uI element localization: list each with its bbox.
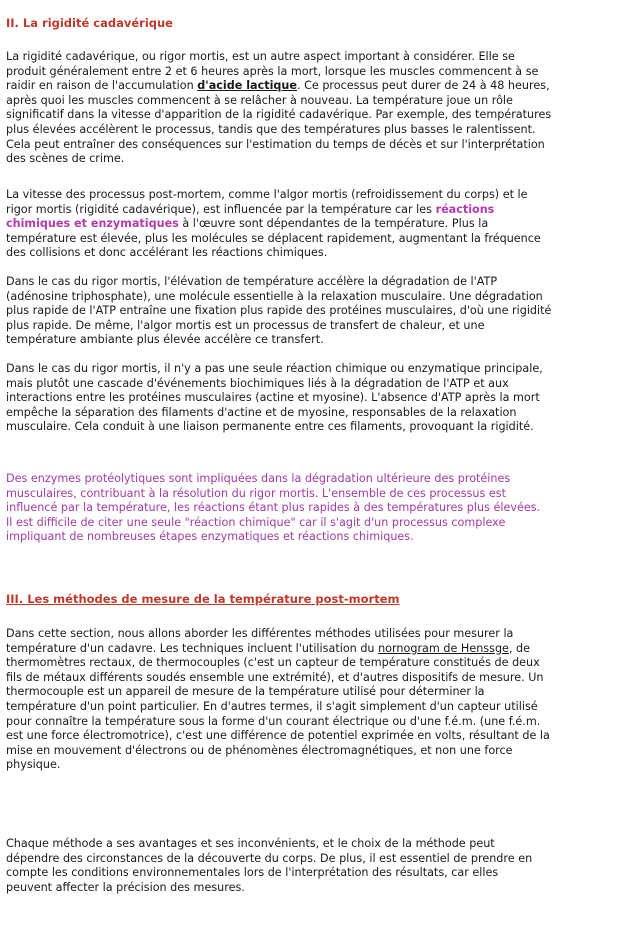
text-line: fils de métaux différents soudés ensemble une extrémité), et d'autres dispositifs de mesure. Un: [6, 670, 544, 684]
text-fragment: , de: [508, 641, 531, 655]
text-line: (adénosine triphosphate), une molécule essentielle à la relaxation musculaire. Une dégradation: [6, 289, 543, 303]
text-line: empêche la séparation des filaments d'actine et de myosine, responsables de la relaxation: [6, 405, 517, 419]
text-line: thermocouple est un appareil de mesure de la température utilisé pour déterminer la: [6, 685, 485, 699]
text-line: [6, 79, 620, 94]
text-line: plus rapide de l'ATP entraîne une fixation plus rapide des protéines musculaires, d'où une rigidité: [6, 304, 552, 318]
text-fragment: à l'œuvre sont dépendantes de la température. Plus la: [178, 217, 489, 231]
text-line: Des enzymes protéolytiques sont impliquées dans la dégradation ultérieure des protéines: [6, 472, 511, 485]
nornogram-henssge-term: nornogram de Henssge: [378, 641, 509, 655]
text-line: Cela peut entraîner des conséquences sur l'estimation du temps de décès et sur l'interprétation: [6, 137, 545, 151]
text-line: est une force électromotrice), c'est une différence de potentiel exprimée en volts, résultant de la: [6, 729, 550, 743]
text-line: physique.: [6, 758, 61, 772]
text-line: température est élevée, plus les molécules se déplacent rapidement, augmentant la fréquence: [6, 231, 541, 245]
text-line: température ambiante plus élevée accélère ce transfert.: [6, 333, 324, 347]
text-line: mais plutôt une cascade d'événements biochimiques liés à la dégradation de l'ATP et aux: [6, 376, 509, 390]
text-fragment: température d'un cadavre. Les techniques incluent l'utilisation du: [6, 641, 379, 655]
text-line: significatif dans la vitesse d'apparition de la rigidité cadavérique. Par exemple, des températures: [6, 108, 552, 122]
text-line: Chaque méthode a ses avantages et ses inconvénients, et le choix de la méthode peut: [6, 837, 495, 850]
text-line: influencé par la température, les réactions étant plus rapides à des températures plus élevées.: [6, 501, 541, 515]
text-line: des scènes de crime.: [6, 152, 125, 166]
text-line: [6, 203, 620, 218]
paragraph-methodes-mesure: [6, 627, 620, 773]
reactions-term: réactions: [435, 202, 495, 216]
paragraph-rigidite-intro: [6, 50, 620, 167]
text-line: Dans le cas du rigor mortis, l'élévation de température accélère la dégradation de l'ATP: [6, 275, 498, 288]
text-line: produit généralement entre 2 et 6 heures après la mort, lorsque les muscles commencent à se: [6, 64, 539, 78]
text-fragment: rigor mortis (rigidité cadavérique), est influencée par la température car les: [6, 202, 436, 216]
text-line: Il est difficile de citer une seule "réaction chimique" car il s'agit d'un processus complexe: [6, 515, 506, 529]
paragraph-atp-degradation: [6, 275, 620, 348]
text-fragment: raidir en raison de l'accumulation: [6, 79, 198, 93]
text-line: musculaires, contribuant à la résolution du rigor mortis. L'ensemble de ces processus est: [6, 486, 506, 500]
text-line: plus élevées accélèrent le processus, tandis que des températures plus basses le ralentissent.: [6, 122, 536, 136]
text-line: pour connaître la température sous la forme d'un courant électrique ou d'une f.é.m. (une f.é.m.: [6, 714, 541, 728]
text-line: dépendre des circonstances de la découverte du corps. De plus, il est essentiel de prendre en: [6, 851, 533, 865]
text-line: peuvent affecter la précision des mesures.: [6, 880, 245, 894]
text-fragment: . Ce processus peut durer de 24 à 48 heures,: [296, 79, 550, 93]
text-line: impliquant de nombreuses étapes enzymatiques et réactions chimiques.: [6, 530, 414, 544]
text-line: interactions entre les protéines musculaires (actine et myosine). L'absence d'ATP après la mort: [6, 391, 540, 405]
text-line: mise en mouvement d'électrons ou de phénomènes électromagnétiques, et non une force: [6, 743, 513, 757]
text-line: [6, 642, 620, 657]
section-3-title: III. Les méthodes de mesure de la température post-mortem: [6, 592, 400, 606]
text-line: musculaire. Cela conduit à une liaison permanente entre ces filaments, provoquant la rigidité.: [6, 420, 534, 434]
text-line: thermomètres rectaux, de thermocouples (c'est un capteur de température constitués de deux: [6, 656, 540, 670]
text-line: La vitesse des processus post-mortem, comme l'algor mortis (refroidissement du corps) et le: [6, 188, 528, 201]
text-line: Dans le cas du rigor mortis, il n'y a pas une seule réaction chimique ou enzymatique principale,: [6, 362, 543, 375]
acide-lactique-term: d'acide lactique: [197, 79, 297, 93]
text-line: Dans cette section, nous allons aborder les différentes méthodes utilisées pour mesurer la: [6, 627, 514, 640]
text-line: La rigidité cadavérique, ou rigor mortis, est un autre aspect important à considérer. Elle se: [6, 50, 515, 63]
section-2-title: II. La rigidité cadavérique: [6, 16, 173, 30]
text-line: des collisions et donc accélérant les réactions chimiques.: [6, 246, 328, 260]
paragraph-enzymes-proteolytiques: [6, 472, 620, 545]
text-line: compte les conditions environnementales lors de l'interprétation des résultats, car elles: [6, 866, 499, 880]
chimiques-enzymatiques-term: chimiques et enzymatiques: [6, 217, 179, 231]
text-line: [6, 217, 620, 232]
text-line: plus rapide. De même, l'algor mortis est un processus de transfert de chaleur, et une: [6, 318, 485, 332]
text-line: température d'un point particulier. En d'autres termes, il s'agit simplement d'un capteur utilisé: [6, 699, 538, 713]
paragraph-avantages-inconvenients: [6, 837, 620, 895]
paragraph-vitesse-processus: [6, 188, 620, 261]
paragraph-cascade-biochimique: [6, 362, 620, 435]
text-line: après quoi les muscles commencent à se relâcher à nouveau. La température joue un rôle: [6, 93, 513, 107]
